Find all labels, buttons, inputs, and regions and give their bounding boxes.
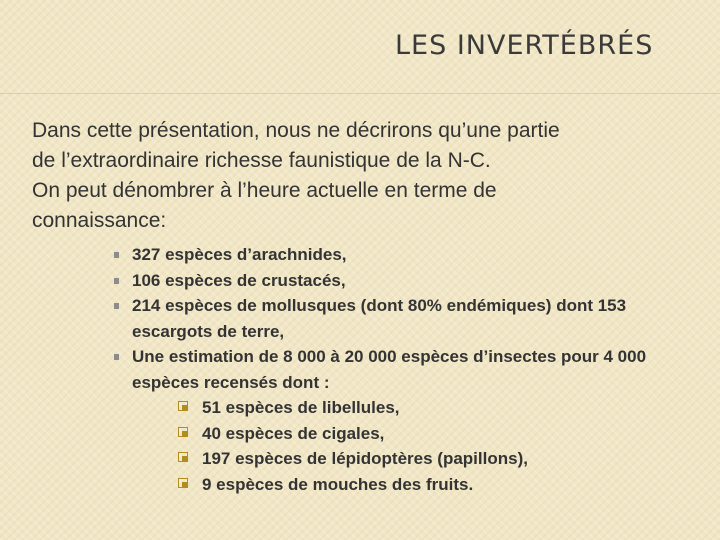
insect-sublist	[132, 395, 704, 497]
species-list	[114, 242, 704, 497]
sub-list-item	[178, 446, 704, 472]
sub-list-item-text: 51 espèces de libellules,	[202, 398, 400, 417]
title-divider	[0, 93, 720, 94]
slide-title: LES INVERTÉBRÉS	[395, 30, 654, 61]
intro-line: connaissance:	[32, 209, 167, 232]
intro-paragraph	[32, 116, 702, 236]
sub-list-item	[178, 472, 704, 498]
list-item	[114, 293, 704, 344]
square-bullet-icon	[114, 303, 119, 309]
square-bullet-icon	[114, 278, 119, 284]
list-item	[114, 268, 704, 294]
square-bullet-icon	[114, 252, 119, 258]
intro-line: de l’extraordinaire richesse faunistique de la N-C.	[32, 149, 491, 172]
intro-line: Dans cette présentation, nous ne décrirons qu’une partie	[32, 119, 560, 142]
intro-line: On peut dénombrer à l’heure actuelle en terme de	[32, 179, 497, 202]
list-item-text: 327 espèces d’arachnides,	[132, 245, 347, 264]
list-item-text: 106 espèces de crustacés,	[132, 270, 346, 290]
list-item	[114, 242, 704, 268]
square-bullet-icon	[114, 354, 119, 360]
checkbox-bullet-icon	[178, 478, 188, 488]
sub-list-item-text: 197 espèces de lépidoptères (papillons),	[202, 449, 528, 468]
checkbox-bullet-icon	[178, 401, 188, 411]
sub-list-item	[178, 395, 704, 421]
list-item-text: Une estimation de 8 000 à 20 000 espèces d’insectes pour 4 000 espèces recensés dont :	[132, 347, 647, 392]
checkbox-bullet-icon	[178, 452, 188, 462]
sub-list-item	[178, 421, 704, 447]
checkbox-bullet-icon	[178, 427, 188, 437]
sub-list-item-text: 9 espèces de mouches des fruits.	[202, 474, 474, 494]
list-item	[114, 344, 704, 497]
list-item-text: 214 espèces de mollusques (dont 80% endémiques) dont 153 escargots de terre,	[132, 296, 627, 341]
sub-list-item-text: 40 espèces de cigales,	[202, 423, 385, 443]
